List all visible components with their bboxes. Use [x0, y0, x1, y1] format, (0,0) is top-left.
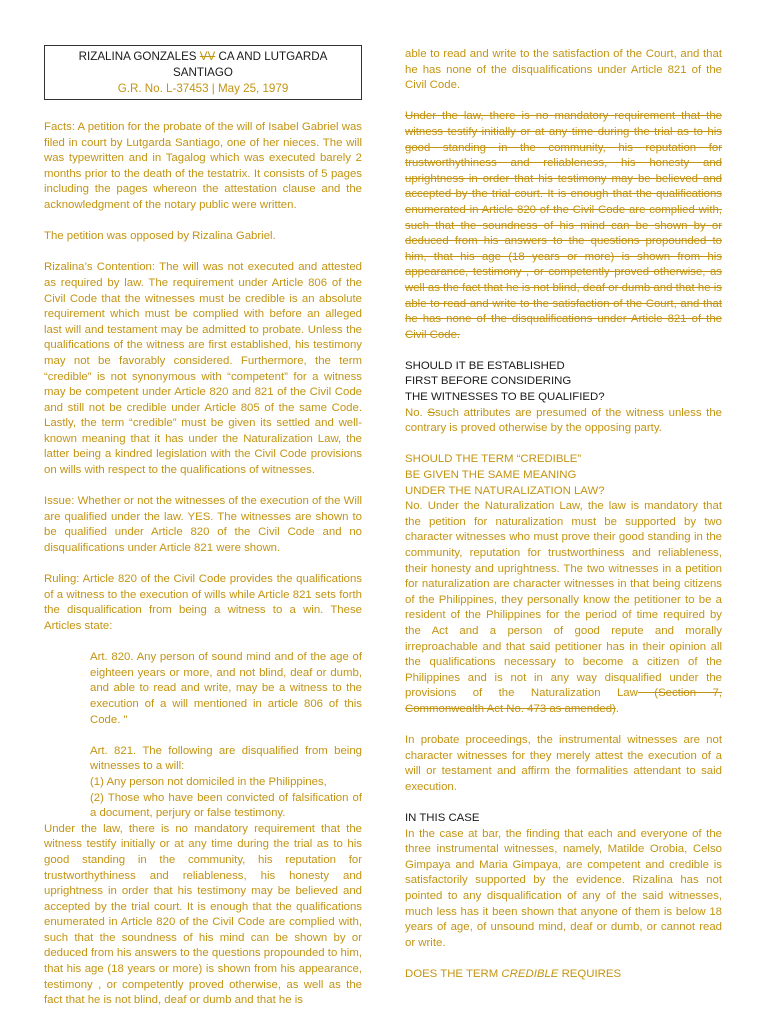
struck-paragraph: Under the law, there is no mandatory requirement that the witness testify initially or at any time during the trial as to his good standing in the community, his reputation for trustworthythiness and reliableness, his honesty and uprightness in order that his testimony may be believed and accepted by the trial court. It is enough that the qualifications enumerated in Article 820 of the Civil Code are complied with, such that the soundness of his mind can be shown by or deduced from his answers to the questions propounded to him, that his age (18 years or more) is shown from his appearance, testimony , or competently proved otherwise, as well as the fact that he is not blind, deaf or dumb and that he is able to read and write to the satisfaction of the Court, and that he has none of the disqualifications under Article 821 of the Civil Code. — [405, 110, 722, 341]
heading-in-this-case: IN THIS CASE — [405, 812, 480, 825]
left-column — [44, 0, 362, 1009]
case-title — [51, 49, 355, 81]
heading-line: THE WITNESSES TO BE QUALIFIED? — [405, 391, 605, 404]
contention-paragraph: Rizalina’s Contention: The will was not executed and attested as required by law. The requirement under Article 806 of the Civil Code that the witnesses must be credible is an absolute requirement which must be complied with before an alleged last will and testament may be admitted to probate. Unless the qualifications of the witness are first established, his testimony may not be favorably considered. Furthermore, the term “credible” is not synonymous with “competent” for a witness may be competent under Article 820 and 821 of the Civil Code and still not be credible under Article 805 of the same Code. Lastly, the term “credible” must be given its settled and well-known meaning that it has under the Naturalization Law, the latter being a kindred legislation with the Civil Code provisions on wills with respect to the qualifications of witnesses. — [44, 261, 362, 477]
heading-line: BE GIVEN THE SAME MEANING — [405, 469, 577, 482]
heading-credible — [405, 452, 722, 499]
heading-line: SHOULD THE TERM “CREDIBLE” — [405, 453, 582, 466]
right-column — [405, 47, 722, 983]
heading-line: FIRST BEFORE CONSIDERING — [405, 375, 572, 388]
answer-presumed — [405, 406, 722, 437]
opposition-paragraph: The petition was opposed by Rizalina Gabriel. — [44, 230, 276, 243]
answer-prefix: No. — [405, 406, 428, 419]
heading-part: REQUIRES — [558, 968, 622, 981]
case-title-part: CA AND LUTGARDA SANTIAGO — [173, 50, 328, 79]
heading-line: SHOULD IT BE ESTABLISHED — [405, 359, 565, 372]
answer-end: . — [615, 702, 620, 715]
heading-italic: CREDIBLE — [501, 968, 559, 981]
article-820-quote: Art. 820. Any person of sound mind and of the age of eighteen years or more, and not blind, deaf or dumb, and able to read and write, may be a witness to the execution of a will mentioned in article 806 of this Code. " — [90, 651, 362, 726]
answer-rest: such attributes are presumed of the witness unless the contrary is proved otherwise by the opposing party. — [405, 406, 722, 435]
case-citation: G.R. No. L-37453 | May 25, 1979 — [117, 82, 289, 95]
struck-letter: S — [427, 406, 435, 419]
case-title-part: RIZALINA GONZALES — [78, 50, 200, 63]
facts-paragraph: Facts: A petition for the probate of the will of Isabel Gabriel was filed in court by Lutgarda Santiago, one of her nieces. The will was typewritten and in Tagalog which was executed barely 2 months prior to the death of the testatrix. It consists of 5 pages including the pages whereon the attestation clause and the acknowledgment of the notary public were written. — [44, 121, 362, 211]
article-821-intro: Art. 821. The following are disqualified from being witnesses to a will: — [90, 744, 362, 773]
heading-credible-requires — [405, 967, 722, 983]
heading-line: UNDER THE NATURALIZATION LAW? — [405, 484, 605, 497]
case-title-box — [44, 45, 362, 100]
article-821-item-2: (2) Those who have been convicted of falsification of a document, perjury or false testimony. — [90, 791, 362, 820]
struck-citation: (Section 7, Commonwealth Act No. 473 as amended) — [405, 687, 722, 715]
case-title-vv: VV — [199, 50, 216, 63]
heading-part: DOES THE TERM — [405, 968, 502, 981]
continued-paragraph: able to read and write to the satisfaction of the Court, and that he has none of the disqualifications under Article 821 of the Civil Code. — [405, 48, 722, 92]
case-paragraph: In the case at bar, the finding that each and everyone of the three instrumental witnesses, namely, Matilde Orobia, Celso Gimpaya and Maria Gimpaya, are competent and credible is satisfactorily supported by the evidence. Rizalina has not pointed to any disqualification of any of the said witnesses, much less has it been shown that anyone of them is below 18 years of age, of unsound mind, deaf or dumb, or cannot read or write. — [405, 827, 722, 949]
answer-naturalization — [405, 499, 722, 717]
article-821-quote — [44, 744, 362, 822]
probate-paragraph: In probate proceedings, the instrumental witnesses are not character witnesses for they merely attest the execution of a will or testament and affirm the formalities attendant to said execution. — [405, 734, 722, 793]
issue-paragraph: Issue: Whether or not the witnesses of the execution of the Will are qualified under the law. YES. The witnesses are shown to be qualified under Article 820 of the Civil Code and no disqualifications under Article 821 were shown. — [44, 495, 362, 555]
heading-established — [405, 359, 722, 406]
article-821-item-1: (1) Any person not domiciled in the Philippines, — [90, 775, 327, 788]
answer-body: No. Under the Naturalization Law, the law is mandatory that the petition for naturalization must be supported by two character witnesses who must prove their good standing in the community, reputation for trustworthiness and reliableness, their honesty and uprightness. The two witnesses in a petition for naturalization are character witnesses in that being citizens of the Philippines, they personally know the petitioner to be a resident of the Philippines for the period of time required by the Act and a person of good repute and morally irreproachable and that said petitioner has in their opinion all the qualifications necessary to become a citizen of the Philippines and is not in any way disqualified under the provisions of the Naturalization Law — [405, 500, 722, 700]
ruling-paragraph: Ruling: Article 820 of the Civil Code provides the qualifications of a witness to the execution of wills while Article 821 sets forth the disqualification from being a witness to a win. These Articles state: — [44, 573, 362, 632]
under-law-paragraph: Under the law, there is no mandatory requirement that the witness testify initially or at any time during the trial as to his good standing in the community, his reputation for trustworthythiness and reliableness, his honesty and uprightness in order that his testimony may be believed and accepted by the trial court. It is enough that the qualifications enumerated in Article 820 of the Civil Code are complied with, such that the soundness of his mind can be shown by or deduced from his answers to the questions propounded to him, that his age (18 years or more) is shown from his appearance, testimony , or competently proved otherwise, as well as the fact that he is not blind, deaf or dumb and that he is — [44, 822, 362, 1007]
